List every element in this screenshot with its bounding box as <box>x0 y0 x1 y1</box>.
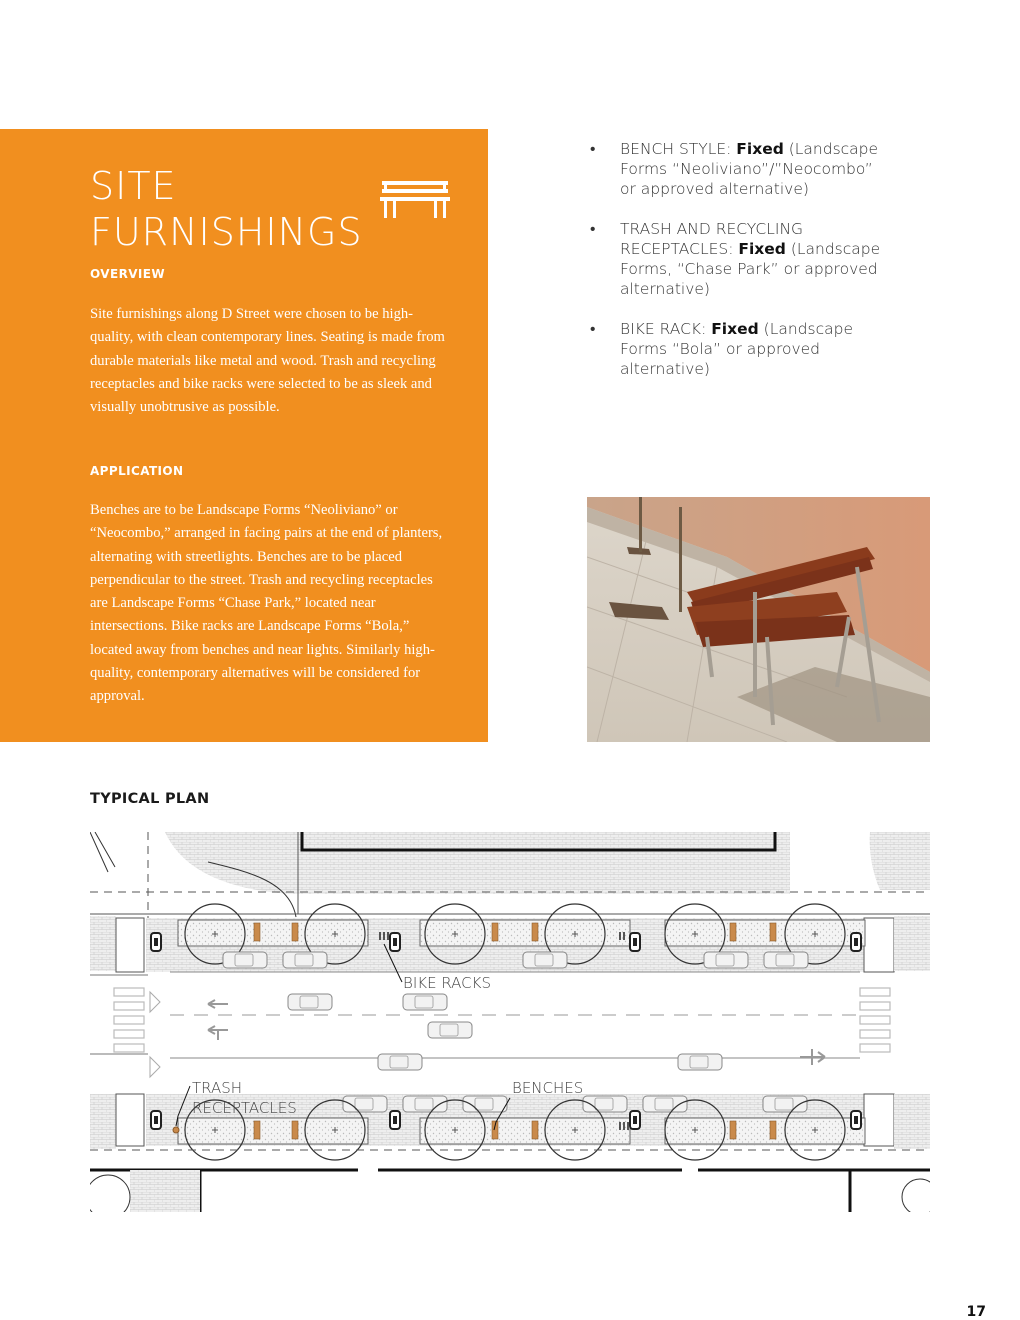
spec-detail: (Landscape Forms, “Chase Park” or approved alternative) <box>620 240 881 298</box>
spec-list <box>590 139 890 399</box>
spec-item-bench <box>590 139 890 199</box>
spec-value: Fixed <box>736 140 784 158</box>
plan-label-trash-line2: RECEPTACLES <box>192 1099 297 1117</box>
spec-label: BENCH STYLE: <box>620 140 737 158</box>
site-plan-drawing <box>90 832 930 1212</box>
spec-label: BIKE RACK: <box>620 320 712 338</box>
page-number: 17 <box>966 1304 986 1320</box>
application-heading: APPLICATION <box>90 464 184 478</box>
bullet: • <box>590 320 596 338</box>
overview-text: Site furnishings along D Street were chosen to be high-quality, with clean contemporary lines. Seating is made from durable materials like metal and wood. Trash and recycling receptacles and bike racks were selected to be as sleek and visually unobtrusive as possible. <box>90 306 445 416</box>
bullet: • <box>590 140 596 158</box>
overview-heading: OVERVIEW <box>90 267 165 281</box>
spec-detail: (Landscape Forms “Bola” or approved alternative) <box>620 320 853 378</box>
spec-label: TRASH AND RECYCLING RECEPTACLES: <box>620 220 804 258</box>
application-text: Benches are to be Landscape Forms “Neoliviano” or “Neocombo,” arranged in facing pairs at the end of planters, alternating with streetlights. Benches are to be placed perpendicular to the street. Trash and recycling receptacles are Landscape Forms “Chase Park,” located near intersections. Bike racks are Landscape Forms “Bola,” located away from benches and near lights. Similarly high-quality, contemporary alternatives will be considered for approval. <box>90 502 443 705</box>
bench-photo <box>587 497 930 742</box>
page-title-line1: SITE <box>90 164 177 208</box>
page-title <box>90 163 363 255</box>
bullet: • <box>590 220 596 238</box>
spec-item-trash <box>590 219 890 299</box>
spec-detail: (Landscape Forms “Neoliviano”/”Neocombo” or approved alternative) <box>620 140 879 198</box>
page-title-line2: FURNISHINGS <box>90 210 363 254</box>
typical-plan-heading: TYPICAL PLAN <box>90 791 210 807</box>
spec-item-bike-rack <box>590 319 890 379</box>
plan-label-trash-line1: TRASH <box>192 1079 243 1097</box>
plan-label-benches: BENCHES <box>512 1079 584 1097</box>
spec-value: Fixed <box>711 320 759 338</box>
plan-label-bike-racks: BIKE RACKS <box>403 974 491 992</box>
bench-icon <box>380 178 450 220</box>
spec-value: Fixed <box>738 240 786 258</box>
